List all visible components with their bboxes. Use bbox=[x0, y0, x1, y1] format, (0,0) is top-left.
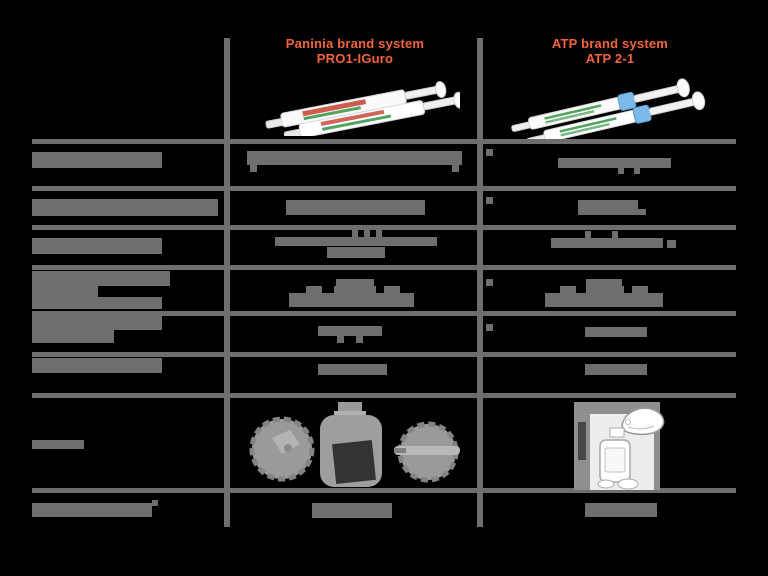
redacted-superscript bbox=[612, 231, 618, 238]
redacted-cell-text bbox=[318, 364, 387, 375]
redacted-edge-mark bbox=[486, 324, 493, 331]
left-product-image bbox=[262, 72, 460, 136]
redacted-footnote-mark bbox=[152, 500, 158, 506]
row-separator bbox=[32, 139, 736, 144]
bottle-dark-label-icon bbox=[320, 402, 382, 487]
redacted-cell-text bbox=[286, 200, 425, 215]
redacted-cell-text bbox=[247, 151, 462, 165]
redacted-cell-text bbox=[327, 247, 385, 258]
redacted-row-label bbox=[32, 297, 162, 309]
redacted-row-label bbox=[32, 152, 162, 168]
bottle-applicator-icon bbox=[394, 424, 460, 480]
redacted-footnote-mark bbox=[356, 336, 363, 343]
redacted-cell-text bbox=[551, 238, 663, 248]
bottle-kit-illustration bbox=[248, 402, 460, 488]
redacted-edge-mark bbox=[486, 279, 493, 286]
redacted-cell-text bbox=[558, 158, 671, 168]
redacted-edge-mark bbox=[486, 197, 493, 204]
redacted-cell-text bbox=[585, 503, 657, 517]
redacted-cell-text bbox=[560, 286, 576, 293]
redacted-footnote-mark bbox=[452, 165, 459, 172]
redacted-cell-text bbox=[384, 286, 400, 293]
redacted-cell-text bbox=[586, 279, 622, 286]
redacted-cell-text bbox=[306, 286, 322, 293]
redacted-row-label bbox=[32, 316, 162, 330]
redacted-cell-text bbox=[585, 327, 647, 337]
redacted-superscript bbox=[376, 230, 382, 237]
redacted-row-label bbox=[32, 271, 170, 286]
redacted-cell-text bbox=[289, 293, 414, 307]
redacted-footnote-mark bbox=[250, 165, 257, 172]
left-header-line2: PRO1-IGuro bbox=[316, 51, 394, 66]
redacted-row-label bbox=[32, 330, 114, 343]
redacted-cell-text bbox=[336, 279, 374, 286]
redacted-cell-text bbox=[275, 237, 437, 246]
redacted-cell-text bbox=[586, 286, 624, 293]
left-header-line1: Paninia brand system bbox=[285, 36, 425, 51]
row-separator bbox=[32, 265, 736, 270]
redacted-cell-text bbox=[318, 326, 382, 336]
right-header-line1: ATP brand system bbox=[551, 36, 669, 51]
redacted-cell-text bbox=[632, 286, 648, 293]
row-separator bbox=[32, 393, 736, 398]
redacted-row-label bbox=[32, 238, 162, 254]
right-column-header bbox=[495, 36, 725, 66]
redacted-row-label bbox=[32, 199, 218, 216]
redacted-footnote-mark bbox=[638, 209, 646, 215]
redacted-row-label bbox=[32, 286, 98, 297]
column-separator bbox=[477, 38, 483, 527]
redacted-footnote-mark bbox=[337, 336, 344, 343]
row-separator bbox=[32, 186, 736, 191]
redacted-edge-mark bbox=[486, 149, 493, 156]
redacted-cell-text bbox=[578, 200, 638, 215]
right-product-image bbox=[508, 76, 706, 142]
redacted-row-label bbox=[32, 503, 152, 517]
row-separator bbox=[32, 225, 736, 230]
redacted-row-label bbox=[32, 358, 162, 373]
redacted-cell-text bbox=[312, 503, 392, 518]
bottle-round-icon bbox=[252, 419, 312, 479]
redacted-superscript bbox=[364, 230, 370, 237]
redacted-superscript bbox=[352, 230, 358, 237]
right-header-line2: ATP 2-1 bbox=[585, 51, 635, 66]
redacted-footnote-mark bbox=[634, 168, 640, 174]
redacted-cell-text bbox=[334, 286, 376, 293]
redacted-footnote-mark bbox=[618, 168, 624, 174]
redacted-cell-text bbox=[585, 364, 647, 375]
column-separator bbox=[224, 38, 230, 527]
redacted-row-label bbox=[32, 440, 84, 449]
redacted-footnote-mark bbox=[667, 240, 676, 248]
redacted-superscript bbox=[585, 231, 591, 238]
row-separator bbox=[32, 352, 736, 357]
left-column-header bbox=[240, 36, 470, 66]
redacted-cell-text bbox=[545, 293, 663, 307]
hand-dispense-illustration bbox=[568, 400, 672, 492]
